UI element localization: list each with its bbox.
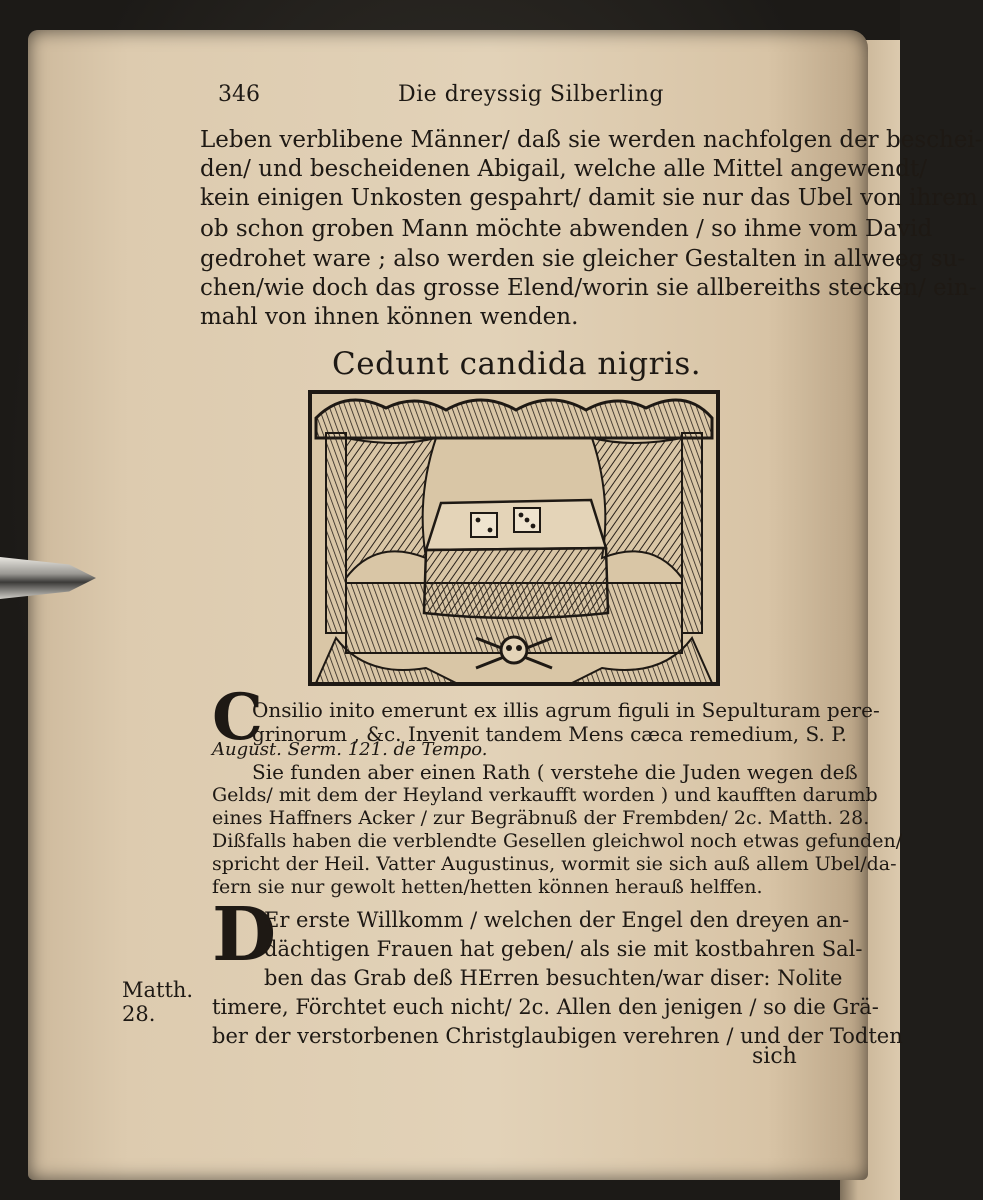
text-line: mahl von ihnen können wenden. — [200, 304, 579, 330]
text-line: chen/wie doch das grosse Elend/worin sie allbereiths stecken/ ein- — [200, 275, 977, 301]
woodcut-illustration — [306, 388, 722, 688]
text-line: timere, Förchtet euch nicht/ 2c. Allen den jenigen / so die Grä- — [212, 995, 879, 1019]
text-line: spricht der Heil. Vatter Augustinus, wormit sie sich auß allem Ubel/da- — [212, 853, 897, 875]
text-line: ber der verstorbenen Christglaubigen verehren / und der Todten — [212, 1024, 903, 1048]
running-head — [218, 78, 818, 112]
text-line: ob schon groben Mann möchte abwenden / so ihme vom David — [200, 216, 933, 242]
drop-cap-d: D — [212, 892, 277, 978]
page-number: 346 — [218, 82, 260, 107]
emblem-motto: Cedunt candida nigris. — [332, 346, 702, 382]
text-line: Sie funden aber einen Rath ( verstehe die Juden wegen deß — [252, 760, 858, 784]
text-line: Gelds/ mit dem der Heyland verkaufft worden ) und kaufften darumb — [212, 784, 878, 806]
text-line: Er erste Willkomm / welchen der Engel den dreyen an- — [264, 908, 850, 932]
text-line: dächtigen Frauen hat geben/ als sie mit kostbahren Sal- — [264, 937, 863, 961]
margin-note-chapter: 28. — [122, 1002, 156, 1026]
running-title: Die dreyssig Silberling — [398, 82, 665, 107]
drop-cap-c: C — [212, 680, 263, 755]
catchword: sich — [752, 1044, 797, 1069]
text-line: kein einigen Unkosten gespahrt/ damit sie nur das Ubel von ihrem — [200, 185, 978, 211]
text-line: grinorum , &c. Invenit tandem Mens cæca remedium, S. P. — [252, 722, 847, 746]
text-line: gedrohet ware ; also werden sie gleicher Gestalten in allweeg su- — [200, 246, 966, 272]
text-line: ben das Grab deß HErren besuchten/war diser: Nolite — [264, 966, 843, 990]
margin-note-book: Matth. — [122, 978, 194, 1002]
text-line: fern sie nur gewolt hetten/hetten können herauß helffen. — [212, 876, 763, 898]
text-line: den/ und bescheidenen Abigail, welche alle Mittel angewendt/ — [200, 156, 927, 182]
text-line: Onsilio inito emerunt ex illis agrum figuli in Sepulturam pere- — [252, 698, 880, 722]
text-line: eines Haffners Acker / zur Begräbnuß der Frembden/ 2c. Matth. 28. — [212, 807, 870, 829]
text-line: Leben verblibene Männer/ daß sie werden nachfolgen der beschei- — [200, 127, 983, 153]
text-line: August. Serm. 121. de Tempo. — [212, 739, 488, 760]
text-line: Dißfalls haben die verblendte Gesellen gleichwol noch etwas gefunden/ — [212, 830, 903, 852]
